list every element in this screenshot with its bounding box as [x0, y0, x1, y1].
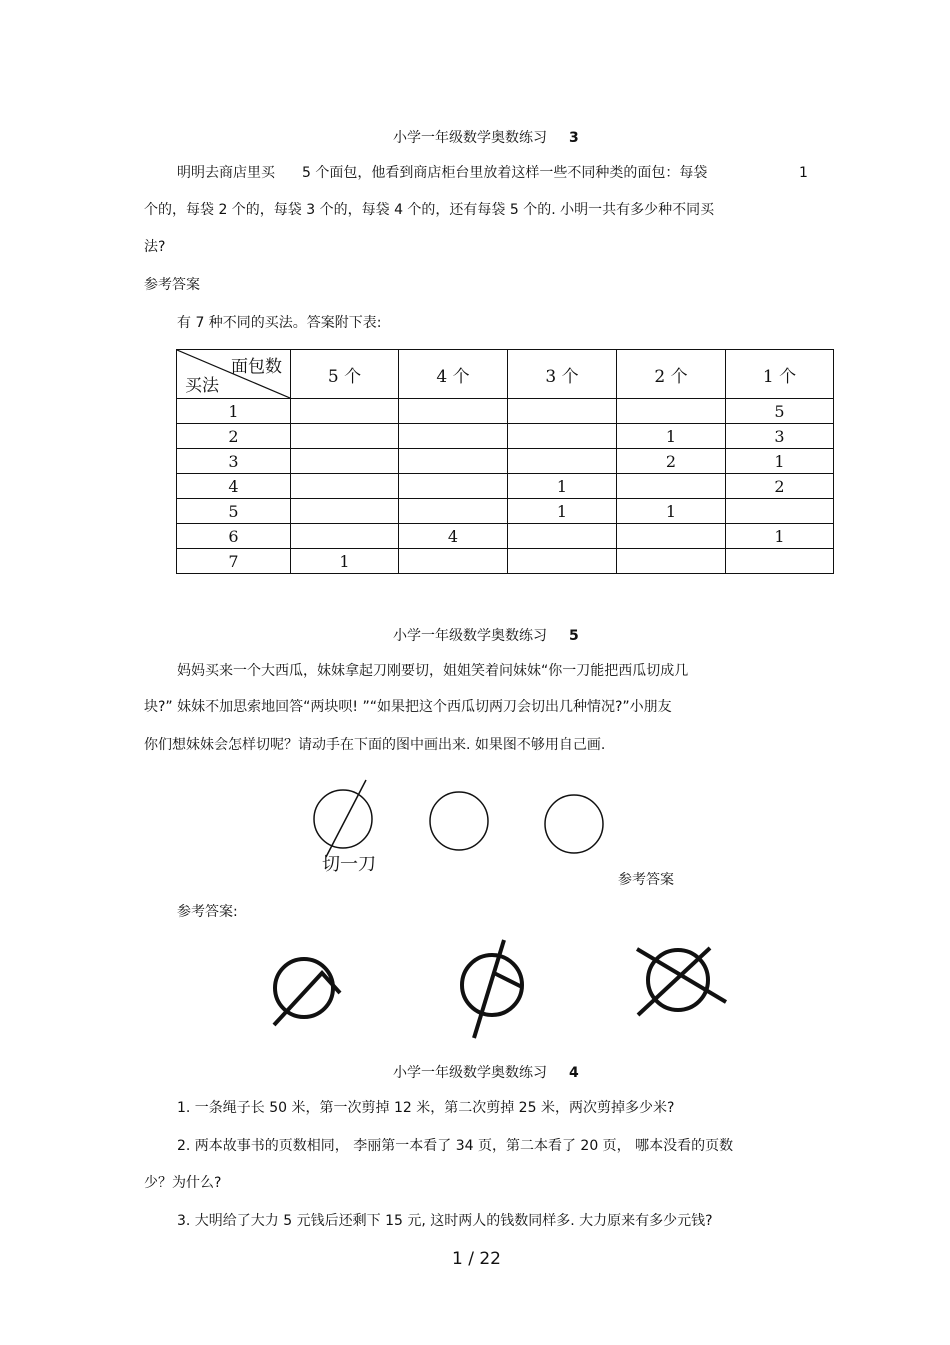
section5-title-text: 小学一年级数学奥数练习: [393, 628, 547, 644]
question-2b: 少？为什么?: [144, 1175, 222, 1191]
table-row: [177, 499, 834, 524]
answer-circles-figure: [260, 935, 730, 1045]
table-row: [177, 524, 834, 549]
table-header: 4 个: [399, 350, 508, 399]
section3-answer-label: 参考答案: [144, 277, 200, 293]
table-cell: [617, 524, 726, 549]
table-cell: [617, 474, 726, 499]
section3-line3: 法?: [144, 239, 166, 255]
table-cell: 1: [617, 499, 726, 524]
table-cell: 1: [508, 499, 617, 524]
table-cell: 2: [177, 424, 291, 449]
table-cell: [291, 424, 399, 449]
table-cell: [291, 399, 399, 424]
circle-blank-2: [545, 795, 603, 853]
table-cell: [291, 499, 399, 524]
table-cell: [399, 499, 508, 524]
table-cell: 2: [726, 474, 834, 499]
table-cell: [399, 424, 508, 449]
question-2a: 2. 两本故事书的页数相同， 李丽第一本看了 34 页，第二本看了 20 页， 哪本没看的页数: [177, 1138, 734, 1154]
table-cell: [508, 524, 617, 549]
section4-title: [393, 1062, 579, 1082]
section5-line1: 妈妈买来一个大西瓜，妹妹拿起刀刚要切，姐姐笑着问妹妹“你一刀能把西瓜切成几: [177, 663, 689, 679]
page-number: 1 / 22: [452, 1249, 501, 1269]
corner-bottom-label: 买法: [185, 376, 219, 396]
table-cell: 6: [177, 524, 291, 549]
table-cell: [399, 399, 508, 424]
table-row: [177, 549, 834, 574]
table-cell: [617, 399, 726, 424]
table-cell: 1: [617, 424, 726, 449]
table-cell: [399, 449, 508, 474]
table-cell: [291, 474, 399, 499]
section3-line1c: 1: [799, 165, 808, 181]
question-1: 1. 一条绳子长 50 米，第一次剪掉 12 米，第二次剪掉 25 米，两次剪掉多少米?: [177, 1100, 675, 1116]
table-cell: 3: [726, 424, 834, 449]
section3-number: 3: [569, 130, 579, 146]
table-cell: [508, 424, 617, 449]
table-cell: 4: [399, 524, 508, 549]
section3-title-text: 小学一年级数学奥数练习: [393, 130, 547, 146]
table-cell: 1: [291, 549, 399, 574]
section3-answer-text: 有 7 种不同的买法。答案附下表:: [177, 315, 382, 331]
table-cell: [291, 524, 399, 549]
table-row: [177, 449, 834, 474]
table-cell: 1: [508, 474, 617, 499]
question-3: 3. 大明给了大力 5 元钱后还剩下 15 元, 这时两人的钱数同样多. 大力原来有多少元钱?: [177, 1213, 713, 1229]
reference-answer-label: 参考答案: [618, 872, 674, 888]
table-cell: [508, 449, 617, 474]
circle-blank-1: [430, 792, 488, 850]
table-cell: 1: [177, 399, 291, 424]
table-cell: [508, 399, 617, 424]
section3-line2: 个的，每袋 2 个的，每袋 3 个的，每袋 4 个的，还有每袋 5 个的. 小明一共有多少种不同买: [144, 202, 715, 218]
cut-once-label: 切一刀: [322, 854, 376, 875]
section3-title: [393, 127, 579, 147]
section5-number: 5: [569, 628, 579, 644]
table-cell: [726, 499, 834, 524]
table-row: [177, 474, 834, 499]
table-cell: 1: [726, 449, 834, 474]
table-corner-cell: [177, 350, 291, 399]
table-cell: 4: [177, 474, 291, 499]
table-cell: 3: [177, 449, 291, 474]
table-cell: [291, 449, 399, 474]
table-header: 1 个: [726, 350, 834, 399]
table-cell: [508, 549, 617, 574]
table-row: [177, 399, 834, 424]
section5-title: [393, 625, 579, 645]
table-header: 2 个: [617, 350, 726, 399]
table-cell: 7: [177, 549, 291, 574]
table-cell: [726, 549, 834, 574]
section4-number: 4: [569, 1065, 579, 1081]
table-cell: [399, 549, 508, 574]
table-cell: [399, 474, 508, 499]
table-cell: 5: [177, 499, 291, 524]
table-cell: [617, 549, 726, 574]
section5-line2: 块?” 妹妹不加思索地回答“两块呗! ”“如果把这个西瓜切两刀会切出几种情况?”小朋友: [144, 699, 672, 715]
section3-line1a: 明明去商店里买: [177, 165, 275, 181]
answer-circle-1: [275, 959, 333, 1017]
section5-line3: 你们想妹妹会怎样切呢？请动手在下面的图中画出来. 如果图不够用自己画.: [144, 737, 606, 753]
table-header-row: [177, 350, 834, 399]
table-cell: 1: [726, 524, 834, 549]
bread-table: [176, 349, 834, 574]
circle-cut-once: [314, 790, 372, 848]
corner-top-label: 面包数: [231, 357, 282, 377]
section3-line1b: 5 个面包，他看到商店柜台里放着这样一些不同种类的面包：每袋: [302, 165, 708, 181]
table-header: 5 个: [291, 350, 399, 399]
table-header: 3 个: [508, 350, 617, 399]
reference-answer-colon-label: 参考答案:: [177, 904, 238, 920]
table-row: [177, 424, 834, 449]
section4-title-text: 小学一年级数学奥数练习: [393, 1065, 547, 1081]
table-cell: 2: [617, 449, 726, 474]
table-cell: 5: [726, 399, 834, 424]
